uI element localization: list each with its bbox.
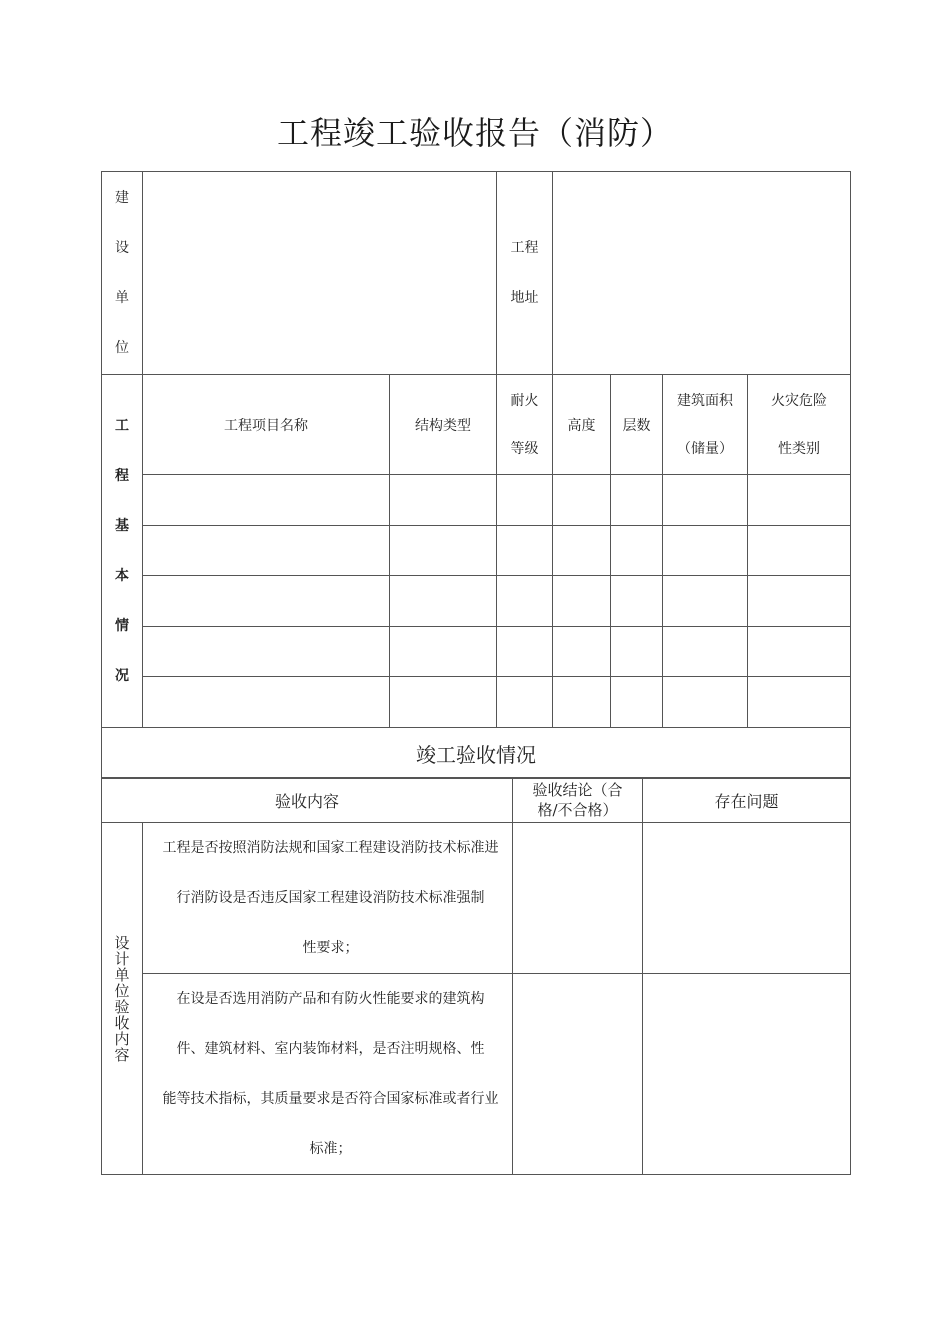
acceptance-item-2: 在设是否选用消防产品和有防火性能要求的建筑构 件、建筑材料、室内装饰材料，是否注明规格、性 能等技术指标，其质量要求是否符合国家标准或者行业 标准； <box>143 974 513 1175</box>
col-project-name: 工程项目名称 <box>143 375 390 475</box>
page-title: 工程竣工验收报告（消防） <box>276 114 673 152</box>
header-content: 验收内容 <box>102 778 513 823</box>
header-issues: 存在问题 <box>643 778 851 823</box>
build-unit-label: 建 设 单 位 <box>102 172 143 375</box>
acceptance-section-title: 竣工验收情况 <box>102 728 851 779</box>
address-label: 工程 地址 <box>497 172 553 375</box>
acceptance-item-1: 工程是否按照消防法规和国家工程建设消防技术标准进 行消防设是否违反国家工程建设消防技术标准强制 性要求； <box>143 823 513 974</box>
design-unit-label: 设 计 单 位 验 收 内 容 <box>102 823 143 1175</box>
table-row <box>102 627 851 677</box>
col-area: 建筑面积 （储量） <box>663 375 748 475</box>
col-fire-hazard: 火灾危险 性类别 <box>748 375 851 475</box>
conclusion-cell[interactable] <box>513 974 643 1175</box>
issues-cell[interactable] <box>643 823 851 974</box>
table-row <box>102 576 851 627</box>
address-input[interactable] <box>553 172 851 375</box>
col-fire-rating: 耐火 等级 <box>497 375 553 475</box>
issues-cell[interactable] <box>643 974 851 1175</box>
conclusion-cell[interactable] <box>513 823 643 974</box>
col-structure-type: 结构类型 <box>390 375 497 475</box>
table-row <box>102 677 851 728</box>
col-height: 高度 <box>553 375 611 475</box>
basic-info-label: 工 程 基 本 情 况 <box>102 375 143 728</box>
build-unit-input[interactable] <box>143 172 497 375</box>
project-basic-info-table <box>101 171 851 779</box>
table-row <box>102 526 851 576</box>
acceptance-table <box>101 777 851 1175</box>
header-conclusion: 验收结论（合 格/不合格） <box>513 778 643 823</box>
table-row <box>102 475 851 526</box>
col-floors: 层数 <box>611 375 663 475</box>
